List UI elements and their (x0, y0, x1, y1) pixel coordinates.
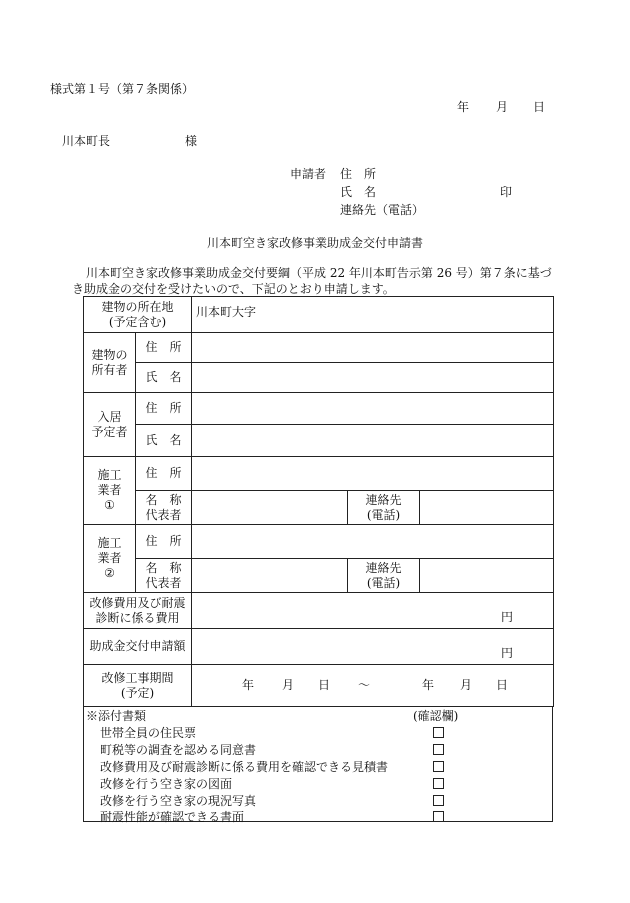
contractor2-label (84, 525, 136, 593)
contractor2-label-line3: ② (104, 566, 115, 580)
subsidy-yen-unit: 円 (501, 646, 514, 660)
date-month: 月 (496, 100, 509, 114)
attachment-item: 町税等の調査を認める同意書 (100, 743, 257, 757)
contractor1-company-label: 名 称 (145, 492, 182, 507)
period-start-year: 年 (242, 678, 255, 692)
contractor2-label-line2: 業者 (97, 551, 122, 565)
applicant-name-label: 氏 名 (340, 185, 377, 199)
attachment-item: 改修を行う空き家の現況写真 (100, 794, 257, 808)
subsidy-row (84, 629, 554, 665)
resident-address-label: 住 所 (136, 393, 192, 425)
contractor1-name-row (84, 491, 554, 525)
period-row (84, 665, 554, 707)
attachment-item: 世帯全員の住民票 (100, 726, 197, 740)
contractor1-name-label (136, 491, 192, 525)
cost-label-line1: 改修費用及び耐震 (89, 595, 186, 610)
cost-label-line2: 診断に係る費用 (95, 610, 180, 625)
contractor1-label (84, 457, 136, 525)
attachment-item: 改修費用及び耐震診断に係る費用を確認できる見積書 (100, 760, 389, 774)
document-title: 川本町空き家改修事業助成金交付申請書 (206, 236, 423, 250)
recipient-name: 川本町長 (62, 134, 111, 148)
resident-label (84, 393, 136, 457)
period-label-line1: 改修工事期間 (101, 670, 174, 685)
resident-name-row (84, 425, 554, 457)
period-start-month: 月 (282, 678, 295, 692)
cost-field[interactable] (192, 593, 554, 629)
contractor2-contact-line2: (電話) (366, 575, 401, 590)
attachments-box (83, 706, 553, 822)
contractor1-label-line2: 業者 (97, 483, 122, 497)
contractor1-rep-label: 代表者 (145, 507, 182, 522)
owner-address-label: 住 所 (136, 333, 192, 363)
contractor2-name-row (84, 559, 554, 593)
resident-address-row (84, 393, 554, 425)
resident-name-label: 氏 名 (136, 425, 192, 457)
applicant-contact-label: 連絡先（電話） (340, 203, 425, 217)
resident-address-field[interactable] (192, 393, 554, 425)
location-label-line1: 建物の所在地 (101, 299, 174, 314)
owner-label-line1: 建物の (91, 347, 128, 362)
contractor2-address-row (84, 525, 554, 559)
form-number-label: 様式第１号（第７条関係） (50, 82, 195, 96)
contractor2-name-label (136, 559, 192, 593)
date-day: 日 (533, 100, 546, 114)
period-end-year: 年 (422, 678, 435, 692)
recipient-honorific: 様 (185, 134, 198, 148)
owner-name-row (84, 363, 554, 393)
owner-address-row (84, 333, 554, 363)
location-label (84, 297, 192, 333)
attachment-checkbox[interactable] (433, 811, 444, 822)
contractor1-name-field[interactable] (192, 491, 348, 525)
attachment-checkbox[interactable] (433, 744, 444, 755)
contractor1-contact-line2: (電話) (366, 507, 401, 522)
owner-name-field[interactable] (192, 363, 554, 393)
period-label (84, 665, 192, 707)
contractor2-contact-field[interactable] (420, 559, 554, 593)
seal-mark: 印 (500, 185, 513, 199)
attachment-checkbox[interactable] (433, 761, 444, 772)
location-row (84, 297, 554, 333)
period-end-day: 日 (496, 678, 509, 692)
attachment-checkbox[interactable] (433, 727, 444, 738)
confirmation-header: (確認欄) (413, 709, 459, 723)
resident-label-line2: 予定者 (91, 424, 128, 439)
applicant-address-label: 住 所 (340, 167, 377, 181)
contractor1-contact-field[interactable] (420, 491, 554, 525)
contractor1-label-line1: 施工 (97, 468, 122, 482)
cost-label (84, 593, 192, 629)
contractor1-contact-line1: 連絡先 (365, 492, 402, 507)
contractor2-name-field[interactable] (192, 559, 348, 593)
period-end-month: 月 (460, 678, 473, 692)
subsidy-label: 助成金交付申請額 (84, 629, 192, 665)
resident-label-line1: 入居 (97, 409, 122, 424)
location-field[interactable] (192, 297, 554, 333)
period-label-line2: (予定) (120, 685, 155, 700)
cost-row (84, 593, 554, 629)
cost-yen-unit: 円 (501, 610, 514, 624)
owner-address-field[interactable] (192, 333, 554, 363)
contractor1-label-line3: ① (104, 498, 115, 512)
contractor1-contact-label (348, 491, 420, 525)
contractor2-rep-label: 代表者 (145, 575, 182, 590)
application-table (83, 296, 554, 707)
location-value: 川本町大字 (196, 305, 257, 319)
contractor2-company-label: 名 称 (145, 560, 182, 575)
contractor1-address-label: 住 所 (136, 457, 192, 491)
owner-label (84, 333, 136, 393)
attachment-checkbox[interactable] (433, 778, 444, 789)
contractor2-contact-label (348, 559, 420, 593)
contractor2-contact-line1: 連絡先 (365, 560, 402, 575)
resident-name-field[interactable] (192, 425, 554, 457)
contractor1-address-field[interactable] (192, 457, 554, 491)
owner-name-label: 氏 名 (136, 363, 192, 393)
period-tilde: ～ (358, 678, 371, 692)
attachment-item: 改修を行う空き家の図面 (100, 777, 233, 791)
contractor2-address-label: 住 所 (136, 525, 192, 559)
attachment-item: 耐震性能が確認できる書面 (100, 810, 245, 824)
period-start-day: 日 (318, 678, 331, 692)
date-year: 年 (457, 100, 470, 114)
attachments-header: ※添付書類 (86, 709, 147, 723)
contractor2-label-line1: 施工 (97, 536, 122, 550)
location-label-line2: (予定含む) (108, 314, 167, 329)
contractor1-address-row (84, 457, 554, 491)
contractor2-address-field[interactable] (192, 525, 554, 559)
period-field[interactable] (192, 665, 554, 707)
intro-paragraph: 川本町空き家改修事業助成金交付要綱（平成 22 年川本町告示第 26 号）第７条に基づき助成金の交付を受けたいので、下記のとおり申請します。 (72, 266, 552, 296)
subsidy-field[interactable] (192, 629, 554, 665)
owner-label-line2: 所有者 (91, 362, 128, 377)
applicant-label: 申請者 (290, 167, 327, 181)
attachment-checkbox[interactable] (433, 795, 444, 806)
